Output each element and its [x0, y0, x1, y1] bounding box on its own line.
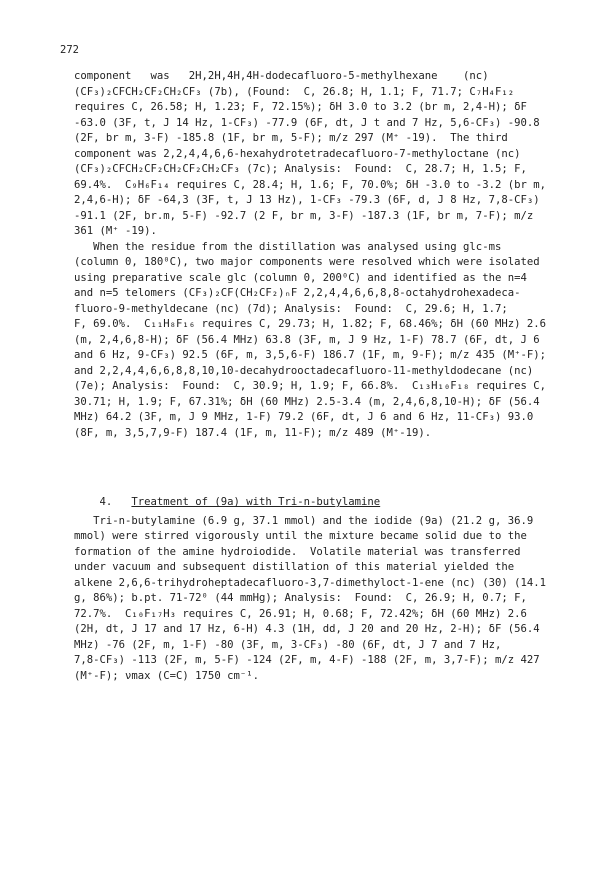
text-line: fluoro-9-methyldecane (nc) (7d); Analysis: Found: C, 29.6; H, 1.7; — [74, 302, 508, 315]
text-line: 7,8-CF₃) -113 (2F, m, 5-F) -124 (2F, m, 4-F) -188 (2F, m, 3,7-F); m/z 427 — [74, 654, 540, 667]
text-line: formation of the amine hydroiodide. Volatile material was transferred — [74, 545, 521, 558]
text-line: component was 2,2,4,4,6,6-hexahydrotetradecafluoro-7-methyloctane (nc) — [74, 147, 521, 160]
text-line: 30.71; H, 1.9; F, 67.31%; δH (60 MHz) 2.5-3.4 (m, 2,4,6,8,10-H); δF (56.4 — [74, 395, 540, 408]
text-line: -91.1 (2F, br.m, 5-F) -92.7 (2 F, br m, 3-F) -187.3 (1F, br m, 7-F); m/z — [74, 209, 534, 222]
text-line: mmol) were stirred vigorously until the mixture became solid due to the — [74, 530, 527, 543]
text-line: 69.4%. C₉H₆F₁₄ requires C, 28.4; H, 1.6; F, 70.0%; δH -3.0 to -3.2 (br m, — [74, 178, 546, 191]
text-line: and n=5 telomers (CF₃)₂CF(CH₂CF₂)ₙF 2,2,4,4,6,6,8,8-octahydrohexadeca- — [74, 287, 521, 299]
text-line: MHz) -76 (2F, m, 1-F) -80 (3F, m, 3-CF₃) -80 (6F, dt, J 7 and 7 Hz, — [74, 638, 502, 651]
text-line: alkene 2,6,6-trihydroheptadecafluoro-3,7-dimethyloct-1-ene (nc) (30) (14.1 — [74, 576, 546, 589]
text-line: (8F, m, 3,5,7,9-F) 187.4 (1F, m, 11-F); m/z 489 (M⁺-19). — [74, 426, 432, 439]
text-line: MHz) 64.2 (3F, m, J 9 MHz, 1-F) 79.2 (6F, dt, J 6 and 6 Hz, 11-CF₃) 93.0 — [74, 411, 534, 423]
section-heading — [74, 480, 381, 509]
text-line: (CF₃)₂CFCH₂CF₂CH₂CF₂CH₂CF₃ (7c); Analysis: Found: C, 28.7; H, 1.5; F, — [74, 163, 527, 175]
text-line: 361 (M⁺ -19). — [74, 225, 157, 237]
text-line: g, 86%); b.pt. 71-72⁰ (44 mmHg); Analysis: Found: C, 26.9; H, 0.7; F, — [74, 592, 527, 605]
text-line: and 2,2,4,4,6,6,8,8,10,10-decahydrooctadecafluoro-11-methyldodecane (nc) — [74, 364, 534, 377]
text-line: (M⁺-F); νmax (C=C) 1750 cm⁻¹. — [74, 669, 259, 682]
text-line: (7e); Analysis: Found: C, 30.9; H, 1.9; F, 66.8%. C₁₃H₁₀F₁₈ requires C, — [74, 380, 546, 392]
text-line: using preparative scale glc (column 0, 200⁰C) and identified as the n=4 — [74, 271, 527, 284]
text-line: (CF₃)₂CFCH₂CF₂CH₂CF₃ (7b), (Found: C, 26.8; H, 1.1; F, 71.7; C₇H₄F₁₂ — [74, 85, 515, 98]
text-line: (2F, br m, 3-F) -185.8 (1F, br m, 5-F); m/z 297 (M⁺ -19). The third — [74, 132, 508, 144]
text-line: requires C, 26.58; H, 1.23; F, 72.15%); δH 3.0 to 3.2 (br m, 2,4-H); δF — [74, 101, 527, 113]
text-line: 72.7%. C₁₀F₁₇H₃ requires C, 26.91; H, 0.68; F, 72.42%; δH (60 MHz) 2.6 — [74, 607, 527, 620]
text-line: -63.0 (3F, t, J 14 Hz, 1-CF₃) -77.9 (6F, dt, J t and 7 Hz, 5,6-CF₃) -90.8 — [74, 116, 540, 129]
paragraph-compounds-7b-7e — [74, 69, 552, 441]
text-line: (m, 2,4,6,8-H); δF (56.4 MHz) 63.8 (3F, m, J 9 Hz, 1-F) 78.7 (6F, dt, J 6 — [74, 333, 540, 346]
text-line: under vacuum and subsequent distillation of this material yielded the — [74, 561, 515, 574]
text-line: Tri-n-butylamine (6.9 g, 37.1 mmol) and the iodide (9a) (21.2 g, 36.9 — [74, 514, 534, 527]
section-number: 4. — [99, 496, 113, 509]
text-line: F, 69.0%. C₁₁H₈F₁₆ requires C, 29.73; H, 1.82; F, 68.46%; δH (60 MHz) 2.6 — [74, 318, 546, 330]
page-number: 272 — [60, 44, 79, 56]
section-title: Treatment of (9a) with Tri-n-butylamine — [131, 496, 381, 509]
paragraph-treatment-9a — [74, 514, 552, 685]
text-line: and 6 Hz, 9-CF₃) 92.5 (6F, m, 3,5,6-F) 186.7 (1F, m, 9-F); m/z 435 (M⁺-F); — [74, 349, 546, 361]
text-line: component was 2H,2H,4H,4H-dodecafluoro-5-methylhexane (nc) — [74, 70, 489, 82]
text-line: (2H, dt, J 17 and 17 Hz, 6-H) 4.3 (1H, dd, J 20 and 20 Hz, 2-H); δF (56.4 — [74, 623, 540, 636]
text-line: When the residue from the distillation was analysed using glc-ms — [74, 240, 502, 253]
text-line: 2,4,6-H); δF -64,3 (3F, t, J 13 Hz), 1-CF₃ -79.3 (6F, d, J 8 Hz, 7,8-CF₃) — [74, 194, 540, 206]
text-line: (column 0, 180⁰C), two major components were resolved which were isolated — [74, 256, 540, 268]
